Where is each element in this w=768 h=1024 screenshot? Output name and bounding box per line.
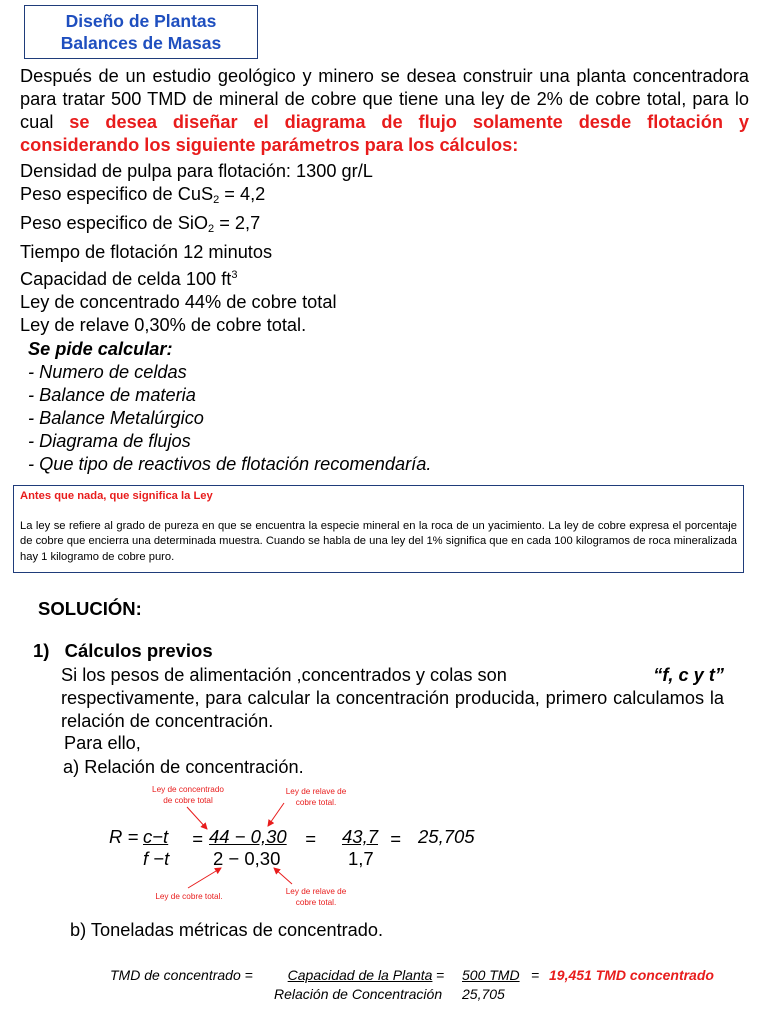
intro-text: Después de un estudio geológico y minero se desea construir una planta concentradora para tratar 500 TMD de mineral de cobre que tiene una ley de 2% de cobre total, para lo cual [20,66,749,132]
info-text: La ley se refiere al grado de pureza en que se encuentra la especie mineral en la roca de un yacimiento. La ley de cobre expresa el porcentaje de cobre que encierra una determinada muestra. Cuando se habla de una ley del 1% significa que en cada 100 kilogramos de roca mineralizada hay 1 kilogramo de cobre puro. [20,519,737,563]
arrow-to-2 [188,868,221,888]
ask-heading: Se pide calcular: [28,339,173,359]
eq-frac-3: 43,7 1,7 [342,826,379,869]
fct-variables: “f, c y t” [653,665,724,685]
eq-equals-c: = [390,828,401,849]
param-cell-capacity: Capacidad de celda 100 $ft^3$ [20,269,238,289]
ask-item: - Diagrama de flujos [28,431,191,451]
eq-equals-a: = [192,828,203,849]
param-time: Tiempo de flotación 12 minutos [20,242,273,262]
param-cus2: Peso especifico de CuS$_2$ = 4,2 [20,184,266,206]
eq-result: 25,705 [418,826,475,847]
step-1-title: Cálculos previos [64,640,213,661]
para-ello: Para ello, [64,733,141,753]
eq-frac-1: c−t f −t [143,826,170,869]
ask-item: - Que tipo de reactivos de flotación recomendaría. [28,454,432,474]
param-sio2: Peso especifico de SiO$_2$ = 2,7 [20,213,261,235]
title-line-2: Balances de Masas [60,33,222,53]
eq2-result: 19,451 TMD concentrado [549,967,714,983]
ask-item: - Numero de celdas [28,362,187,382]
eq2-frac-1: Capacidad de la Planta Relación de Concentración [274,967,443,1002]
annotation-ley-concentrado: Ley de concentrado de cobre total [152,785,224,805]
sub-b-label: b) Toneladas métricas de concentrado. [70,920,384,940]
eq2-equals-a: = [436,967,445,983]
annotation-ley-relave-top: Ley de relave de cobre total. [285,787,347,807]
eq-frac-2: 44 − 0,30 2 − 0,30 [209,826,287,869]
eq2-label: TMD de concentrado = [110,967,253,983]
arrow-to-030-bottom [274,868,292,884]
step-1-number: 1) [33,640,50,661]
eq2-frac-2: 500 TMD 25,705 [462,967,520,1002]
step-1-text-a: Si los pesos de alimentación ,concentrados y colas son [61,665,507,685]
eq2-equals-b: = [531,967,540,983]
annotation-ley-relave-bottom: Ley de relave de cobre total. [285,887,347,907]
ask-item: - Balance Metalúrgico [28,408,204,428]
arrow-to-030-top [268,803,284,826]
eq-equals-b: = [305,828,316,849]
param-conc-grade: Ley de concentrado 44% de cobre total [20,292,337,312]
sub-a-label: a) Relación de concentración. [63,757,304,777]
solution-heading: SOLUCIÓN: [38,598,142,619]
intro-highlight: se desea diseñar el diagrama de flujo solamente desde flotación y considerando los siguiente parámetros para los cálculos: [20,112,749,155]
annotation-ley-cobre: Ley de cobre total. [155,892,223,901]
eq-r-label: R = [109,826,139,847]
title-line-1: Diseño de Plantas [65,11,217,31]
info-title: Antes que nada, que significa la Ley [20,490,213,502]
ask-item: - Balance de materia [28,385,196,405]
param-tail-grade: Ley de relave 0,30% de cobre total. [20,315,307,335]
param-density: Densidad de pulpa para flotación: 1300 gr/L [20,161,373,181]
arrow-to-44 [187,807,207,829]
step-1-text-b: respectivamente, para calcular la concentración producida, primero calculamos la relación de concentración. [61,688,724,731]
